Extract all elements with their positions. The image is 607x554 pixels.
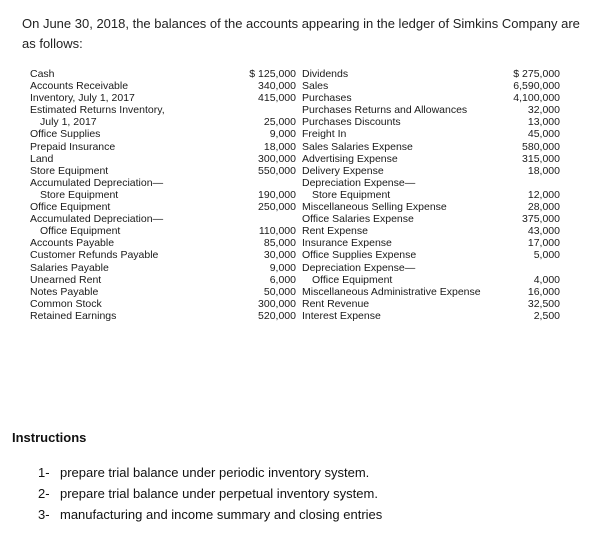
account-name: Purchases Returns and Allowances — [302, 104, 468, 117]
account-amount: 28,000 — [527, 201, 560, 214]
instruction-number: 3- — [38, 507, 50, 522]
account-name: Estimated Returns Inventory, — [30, 104, 165, 117]
right-account-amounts — [470, 68, 560, 322]
account-amount: 32,000 — [527, 104, 560, 117]
account-name: Insurance Expense — [302, 237, 392, 250]
account-amount: 300,000 — [258, 297, 296, 310]
account-amount: 4,100,000 — [513, 92, 560, 105]
account-amount: 300,000 — [258, 152, 296, 165]
account-name: Office Supplies Expense — [302, 249, 417, 262]
account-amount: 9,000 — [269, 261, 296, 274]
account-name: Rent Expense — [302, 225, 368, 238]
account-name: Notes Payable — [30, 285, 99, 298]
account-name: Accounts Receivable — [30, 80, 129, 93]
account-name: Accounts Payable — [30, 237, 115, 250]
account-amount: 550,000 — [258, 164, 296, 177]
account-amount: 13,000 — [527, 116, 560, 129]
account-name: Depreciation Expense— — [302, 261, 416, 274]
account-name: July 1, 2017 — [40, 116, 97, 129]
account-name: Office Equipment — [312, 273, 393, 286]
account-amount: 110,000 — [258, 225, 296, 238]
account-amount: 18,000 — [527, 164, 560, 177]
account-name: Common Stock — [30, 297, 102, 310]
account-amount: 5,000 — [533, 249, 560, 262]
account-name: Purchases — [302, 92, 352, 105]
account-name: Cash — [30, 68, 55, 80]
instruction-item — [38, 504, 382, 525]
account-name: Accumulated Depreciation— — [30, 213, 164, 226]
account-name: Interest Expense — [302, 309, 381, 322]
account-name: Miscellaneous Selling Expense — [302, 201, 447, 214]
account-amount: 25,000 — [263, 116, 296, 129]
account-amount: 190,000 — [258, 188, 296, 201]
account-name: Unearned Rent — [30, 273, 102, 286]
account-amount: 17,000 — [527, 237, 560, 250]
account-name: Depreciation Expense— — [302, 176, 416, 189]
account-amount — [470, 262, 560, 274]
account-name: Office Equipment — [40, 225, 121, 238]
account-name: Sales Salaries Expense — [302, 140, 413, 153]
account-name: Prepaid Insurance — [30, 140, 116, 153]
account-name: Office Supplies — [30, 128, 101, 141]
account-amount: 9,000 — [269, 128, 296, 141]
instruction-item — [38, 462, 382, 483]
instructions-list — [38, 462, 382, 525]
account-name: Office Equipment — [30, 201, 111, 214]
instruction-number: 2- — [38, 486, 50, 501]
account-name: Miscellaneous Administrative Expense — [302, 285, 481, 298]
account-name: Accumulated Depreciation— — [30, 176, 164, 189]
account-name: Rent Revenue — [302, 297, 370, 310]
account-amount: 580,000 — [522, 140, 560, 153]
account-amount: 30,000 — [263, 249, 296, 262]
instructions-heading: Instructions — [12, 430, 87, 445]
account-name: Inventory, July 1, 2017 — [30, 92, 135, 105]
account-amount: 415,000 — [258, 92, 296, 105]
instruction-item — [38, 483, 382, 504]
account-name: Store Equipment — [312, 188, 391, 201]
account-amount: 50,000 — [263, 285, 296, 298]
account-amount: $ 125,000 — [249, 68, 296, 80]
account-amount: 85,000 — [263, 237, 296, 250]
account-amount: 43,000 — [527, 225, 560, 238]
account-name: Retained Earnings — [30, 309, 117, 322]
account-amount — [200, 213, 296, 225]
account-amount: 250,000 — [258, 201, 296, 214]
account-amount: 520,000 — [258, 309, 296, 322]
account-amount: 16,000 — [527, 285, 560, 298]
account-name: Customer Refunds Payable — [30, 249, 159, 262]
account-amount: $ 275,000 — [513, 68, 560, 80]
account-name: Salaries Payable — [30, 261, 109, 274]
account-amount — [200, 104, 296, 116]
account-name: Store Equipment — [30, 164, 109, 177]
instruction-text: manufacturing and income summary and closing entries — [60, 507, 383, 522]
left-account-names — [30, 68, 200, 322]
account-amount: 45,000 — [527, 128, 560, 141]
account-name: Sales — [302, 80, 329, 93]
instruction-number: 1- — [38, 465, 50, 480]
account-amount: 18,000 — [263, 140, 296, 153]
left-account-amounts — [200, 68, 296, 322]
account-name: Purchases Discounts — [302, 116, 401, 129]
account-name: Delivery Expense — [302, 164, 384, 177]
account-name: Store Equipment — [40, 188, 119, 201]
account-amount: 6,000 — [269, 273, 296, 286]
account-amount: 32,500 — [527, 297, 560, 310]
account-amount: 4,000 — [533, 273, 560, 286]
account-amount: 375,000 — [522, 213, 560, 226]
instruction-text: prepare trial balance under perpetual inventory system. — [60, 486, 378, 501]
account-amount: 315,000 — [522, 152, 560, 165]
account-amount: 340,000 — [258, 80, 296, 93]
account-amount — [200, 177, 296, 189]
account-amount: 12,000 — [527, 188, 560, 201]
account-name: Dividends — [302, 68, 349, 80]
account-amount: 2,500 — [533, 309, 560, 322]
account-amount: 6,590,000 — [513, 80, 560, 93]
instruction-text: prepare trial balance under periodic inventory system. — [60, 465, 370, 480]
account-name: Office Salaries Expense — [302, 213, 414, 226]
account-name: Freight In — [302, 128, 347, 141]
account-name: Land — [30, 152, 54, 165]
account-amount — [470, 177, 560, 189]
account-name: Advertising Expense — [302, 152, 398, 165]
intro-paragraph: On June 30, 2018, the balances of the accounts appearing in the ledger of Simkins Company are as follows: — [22, 16, 580, 51]
